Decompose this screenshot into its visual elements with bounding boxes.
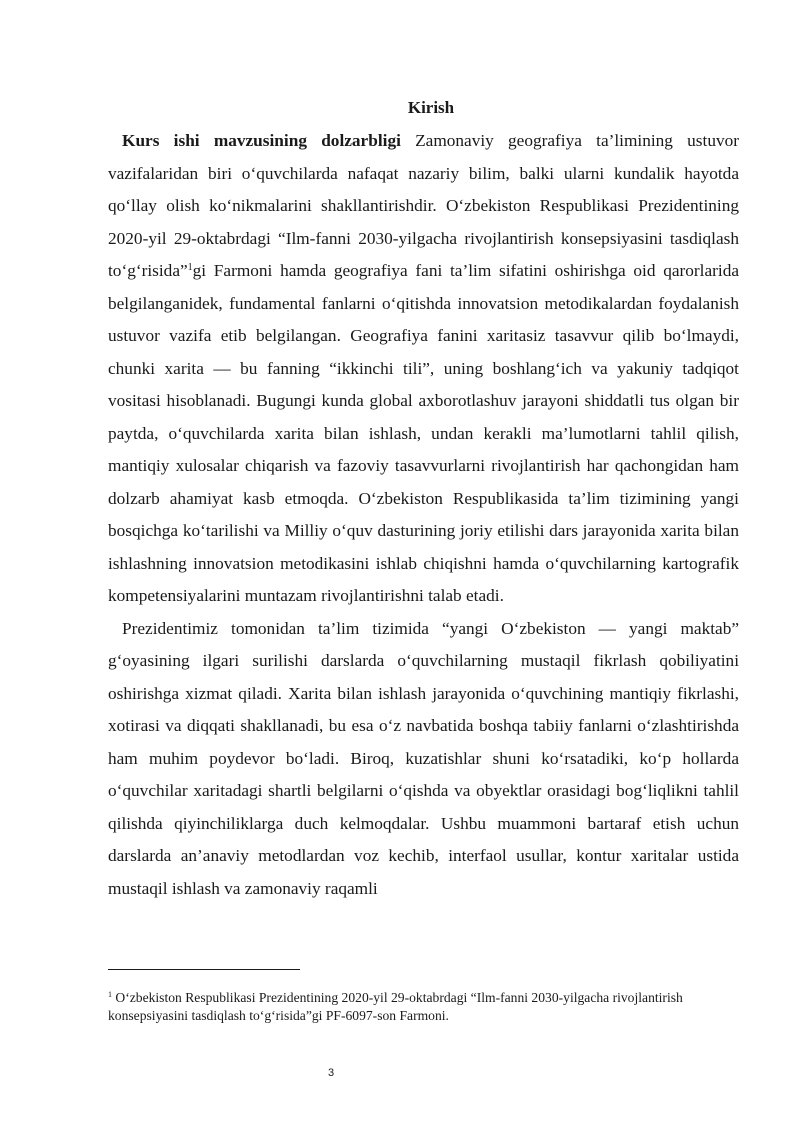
section-heading: Kirish bbox=[407, 98, 455, 117]
footnote-reference: 1 bbox=[187, 262, 193, 273]
paragraph-1 bbox=[108, 125, 739, 613]
page-number: 3 bbox=[328, 1067, 335, 1079]
paragraph-2: Prezidentimiz tomonidan ta’lim tizimida “yangi O‘zbekiston — yangi maktab” g‘oyasining ilgari surilishi darslarda o‘quvchilarning mustaqil fikrlash qobiliyatini oshirishga xizmat qiladi. Xarita bilan ishlash jarayonida o‘quvchining mantiqiy fikrlashi, xotirasi va diqqati shakllanadi, bu esa o‘z navbatida boshqa tabiiy fanlarni o‘zlashtirishda ham muhim poydevor bo‘ladi. Biroq, kuzatishlar shuni ko‘rsatadiki, ko‘p hollarda o‘quvchilar xaritadagi shartli belgilarni o‘qishda va obyektlar orasidagi bog‘liqlikni tahlil qilishda qiyinchiliklarga duch kelmoqdalar. Ushbu muammoni bartaraf etish uchun darslarda an’anaviy metodlardan voz kechib, interfaol usullar, kontur xaritalar ustida mustaqil ishlash va zamonaviy raqamli bbox=[108, 618, 739, 898]
body-text bbox=[108, 125, 739, 905]
footnote bbox=[108, 989, 739, 1025]
footnote-mark: 1 bbox=[108, 990, 112, 999]
paragraph-1-text-a: Zamonaviy geografiya ta’limining ustuvor vazifalaridan biri o‘quvchilarda nafaqat nazariy bilim, balki ularni kundalik hayotda qo‘llay olish ko‘nikmalarini shakllantirishdir. O‘zbekiston Respublikasi Prezidentining 2020-yil 29-oktabrdagi “Ilm-fanni 2030-yilgacha rivojlantirish konsepsiyasini tasdiqlash to‘g‘risida” bbox=[108, 131, 739, 280]
paragraph-lead: Kurs ishi mavzusining dolzarbligi bbox=[122, 131, 401, 150]
paragraph-1-text-b: gi Farmoni hamda geografiya fani ta’lim sifatini oshirishga oid qarorlarida belgilanganidek, fundamental fanlarni o‘qitishda innovatsion metodikalardan foydalanish ustuvor vazifa etib belgilangan. Geografiya fanini xaritasiz tasavvur qilib bo‘lmaydi, chunki xarita — bu fanning “ikkinchi tili”, uning boshlang‘ich va yakuniy tadqiqot vositasi hisoblanadi. Bugungi kunda global axborotlashuv jarayoni shiddatli tus olgan bir paytda, o‘quvchilarda xarita bilan ishlash, undan kerakli ma’lumotlarni tahlil qilish, mantiqiy xulosalar chiqarish va fazoviy tasavvurlarni rivojlantirish har qachongidan ham dolzarb ahamiyat kasb etmoqda. O‘zbekiston Respublikasida ta’lim tizimining yangi bosqichga ko‘tarilishi va Milliy o‘quv dasturining joriy etilishi dars jarayonida xarita bilan ishlashning innovatsion metodikasini ishlab chiqishni hamda o‘quvchilarning kartografik kompetensiyalarini muntazam rivojlantirishni talab etadi. bbox=[108, 261, 739, 605]
footnote-separator bbox=[108, 969, 300, 970]
footnote-text: O‘zbekiston Respublikasi Prezidentining 2020-yil 29-oktabrdagi “Ilm-fanni 2030-yilgacha rivojlantirish konsepsiyasini tasdiqlash to‘g‘risida”gi PF-6097-son Farmoni. bbox=[108, 990, 683, 1023]
